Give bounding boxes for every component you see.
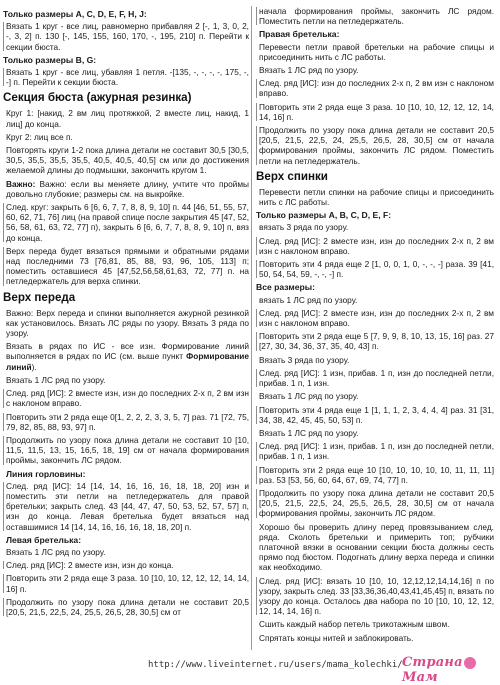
- right-strap-continue: Продолжить по узору пока длина детали не составит 20,5 [20,5, 21,5, 22,5, 24, 25,5, 26,5, 28, 30,5] см от начала формирования проймы, закончить ЛС рядом. Поместить петли на петледержатель.: [256, 125, 494, 166]
- right-column: [256, 6, 494, 646]
- back-sizes-row1: вязать 3 ряда по узору.: [259, 222, 349, 233]
- right-strap-title: Правая бретелька:: [259, 29, 340, 40]
- left-strap-row1: Вязать 1 ЛС ряд по узору.: [6, 546, 106, 557]
- front-row2: След. ряд [ИС]: 2 вместе изн, изн до последних 2-х п, 2 вм изн с наклоном вправо.: [3, 388, 249, 408]
- bust-front: Верх переда будет вязаться прямыми и обратными рядами над последними 73 [76,81, 85, 88, 93, 96, 105, 113] п; поместить оставшиеся 45 [47,52,56,58,61,63, 72, 77] п. на петледержатель для верха спинки.: [3, 246, 249, 287]
- front-row1: Вязать 1 ЛС ряд по узору.: [6, 374, 106, 385]
- back-sizes-row2: След. ряд [ИС]: 2 вместе изн, изн до последних 2-х п, 2 вм изн с наклоном вправо.: [256, 236, 494, 256]
- bust-important: Важно: Важно: если вы меняете длину, учтите что проймы довольно глубокие; размеры см. на выкройке.: [6, 178, 249, 199]
- footer: [0, 655, 500, 685]
- back-heading: Верх спинки: [256, 169, 328, 183]
- all-row2: След. ряд [ИС]: 2 вместе изн, изн до последних 2-х п, 2 вм изн с наклоном вправо.: [256, 308, 494, 328]
- front-top-heading: Верх переда: [3, 290, 76, 304]
- left-strap-repeat: Повторить эти 2 ряда еще 3 раза. 10 [10, 10, 12, 12, 12, 14, 14, 16] п.: [3, 573, 249, 593]
- neck-title: Линия горловины:: [6, 468, 86, 479]
- back-sizes-repeat: Повторить эти 4 ряда еще 2 [1, 0, 0, 1, 0, -, -, -] раза. 39 [41, 50, 54, 54, 59, -, -, -] п.: [256, 259, 494, 279]
- bust-repeat: Повторять круги 1-2 пока длина детали не составит 30,5 [30,5, 30,5, 35,5, 35,5, 35,5, 40,5, 40,5, 40,5] см или до достижения желаемой длины до подмышки, закончить кругом 1.: [6, 145, 249, 176]
- all-row1: вязать 1 ЛС ряд по узору.: [259, 294, 358, 305]
- front-rows: Вязать в рядах по ИС - все изн. Формирование линий выполняется в рядах по ИС (см. выше пункт Формирование линий).: [6, 341, 249, 372]
- all-row6: Вязать 1 ЛС ряд по узору.: [259, 427, 359, 438]
- check-text: Хорошо бы проверить длину перед провязыванием след. ряда. Сколоть бретельки и примерить топ; рубчики платочной вязки в основании секции бюста должны сесть прямо под бюстом. Подогнать длину верха переда и спинки как необходимо.: [259, 521, 494, 573]
- neck-text: След. ряд [ИС]: 14 [14, 14, 16, 16, 16, 18, 18, 20] изн и поместить эти петли на петледержатель для правой бретельки; закрыть след. 43 [44, 47, 47, 50, 53, 52, 57, 57] п, изн до конца. Левая бретелька будет вязаться над оставшимися 14 [14, 14, 16, 16, 16, 18, 18, 20] п.: [3, 481, 249, 532]
- back-intro: Перевести петли спинки на рабочие спицы и присоединить нить с ЛС работы.: [259, 186, 494, 208]
- all-continue: Продолжить по узору пока длина детали не составит 20,5 [20,5, 21,5, 22,5, 24, 25,5, 26,5, 28, 30,5] см от начала формирования проймы, закончить ЛС рядом.: [256, 488, 494, 519]
- all-sizes-title: Все размеры:: [256, 282, 315, 293]
- logo-flower-icon: [464, 657, 476, 669]
- seam-text: Сшить каждый набор петель трикотажным швом.: [259, 619, 450, 630]
- left-strap-row2: След. ряд [ИС]: 2 вместе изн, изн до конца.: [3, 560, 249, 570]
- source-url-link[interactable]: http://www.liveinternet.ru/users/mama_kolechki/: [148, 660, 403, 670]
- bust-heading: Секция бюста (ажурная резинка): [3, 91, 192, 105]
- sizes-bg-title: Только размеры B, G:: [3, 54, 97, 65]
- site-logo: Страна Мам: [402, 655, 463, 685]
- left-strap-title: Левая бретелька:: [6, 534, 82, 545]
- sizes-acdefhj-title: Только размеры A, C, D, E, F, H, J:: [3, 9, 147, 19]
- all-repeat1: Повторить эти 2 ряда еще 5 [7, 9, 9, 8, 10, 13, 15, 16] раз. 27 [27, 30, 34, 36, 37, 35, 40, 43] п.: [256, 331, 494, 351]
- front-repeat: Повторить эти 2 ряда еще 0[1, 2, 2, 2, 3, 3, 5, 7] раз. 71 [72, 75, 79, 82, 85, 88, 93, 97] п.: [3, 412, 249, 432]
- cont-text: начала формирования проймы, закончить ЛС рядом. Поместить петли на петледержатель.: [256, 6, 494, 26]
- bust-important-text: Важно: если вы меняете длину, учтите что проймы довольно глубокие; размеры см. на выкройке.: [6, 178, 249, 199]
- bust-round2: Круг 2: лиц все п.: [6, 131, 73, 142]
- final-row: След. ряд [ИС]: вязать 10 [10, 10, 12,12,12,14,14,16] п по узору, закрыть след. 33 [33,36,36,40,43,41,45,45] п, вязать по узору до конца. Осталось два набора по 10 [10, 10, 12, 12, 12, 14, 14, 16] п.: [256, 576, 494, 617]
- all-row3: Вязать 3 ряда по узору.: [259, 354, 350, 365]
- sizes-bg-text: Вязать 1 круг - все лиц, убавляя 1 петля. -[135, -, -, -, -, 175, -, -] п. Перейти к секции бюста.: [3, 67, 249, 87]
- all-row4: След. ряд [ИС]: 1 изн, прибав. 1 п, изн до последней петли, прибав. 1 п, 1 изн.: [256, 368, 494, 388]
- all-row7: След. ряд [ИС]: 1 изн, прибав. 1 п, изн до последней петли, прибав. 1 п, 1 изн.: [256, 441, 494, 461]
- front-rows-bold: Формирование линий: [6, 351, 249, 372]
- back-sizes-title: Только размеры A, B, C, D, E, F:: [256, 210, 392, 221]
- left-column: [3, 6, 249, 620]
- right-strap-text: Перевести петли правой бретельки на рабочие спицы и присоединить нить с ЛС работы.: [259, 41, 494, 62]
- bust-round1: Круг 1: [накид, 2 вм лиц протяжкой, 2 вместе лиц, накид, 1 лиц] до конца.: [6, 108, 249, 129]
- column-divider: [251, 6, 252, 650]
- bust-next: След. круг: закрыть 6 [6, 6, 7, 7, 8, 8, 9, 10] п. 44 [46, 51, 55, 57, 60, 62, 71, 76] лиц (на правой спице после закрытия 45 [47, 52, 56, 58, 61, 63, 72, 77] п), закрыть 6 [6, 6, 7, 7, 8, 8, 9, 10] п, вяз до конца.: [3, 202, 249, 243]
- front-important: Важно: Верх переда и спинки выполняется ажурной резинкой как установилось. Вязать ЛС ряды по узору. Вязать 3 ряда по узору.: [6, 307, 249, 339]
- right-strap-row2: След. ряд [ИС]: изн до последних 2-х п, 2 вм изн с наклоном вправо.: [256, 78, 494, 98]
- all-repeat2: Повторить эти 4 ряда еще 1 [1, 1, 1, 2, 3, 4, 4, 4] раз. 31 [31, 34, 38, 42, 45, 45, 50, 53] п.: [256, 405, 494, 425]
- all-row5: Вязать 1 ЛС ряд по узору.: [259, 391, 359, 402]
- left-strap-continue: Продолжить по узору пока длина детали не составит 20,5 [20,5, 21,5, 22,5, 24, 25,5, 26,5, 28, 30,5] см от: [3, 597, 249, 617]
- hide-text: Спрятать концы нитей и заблокировать.: [259, 632, 414, 643]
- right-strap-row1: Вязать 1 ЛС ряд по узору.: [259, 65, 359, 76]
- sizes-acdefhj-text: Вязать 1 круг - все лиц, равномерно прибавляя 2 [-, 1, 3, 0, 2, -, 3, 2] п. 130 [-, 145, 155, 160, 170, -, 195, 210] п. Перейти к секции бюста.: [3, 21, 249, 52]
- right-strap-repeat: Повторить эти 2 ряда еще 3 раза. 10 [10, 10, 12, 12, 12, 14, 14, 16] п.: [256, 102, 494, 122]
- all-repeat3: Повторить эти 2 ряда еще 10 [10, 10, 10, 10, 10, 11, 11, 11] раз. 53 [53, 56, 60, 64, 67, 69, 74, 77] п.: [256, 465, 494, 485]
- front-continue: Продолжить по узору пока длина детали не составит 10 [10, 11,5, 11,5, 13, 15, 16,5, 18, 19] см от начала формирования проймы, закончить ЛС рядом.: [3, 435, 249, 466]
